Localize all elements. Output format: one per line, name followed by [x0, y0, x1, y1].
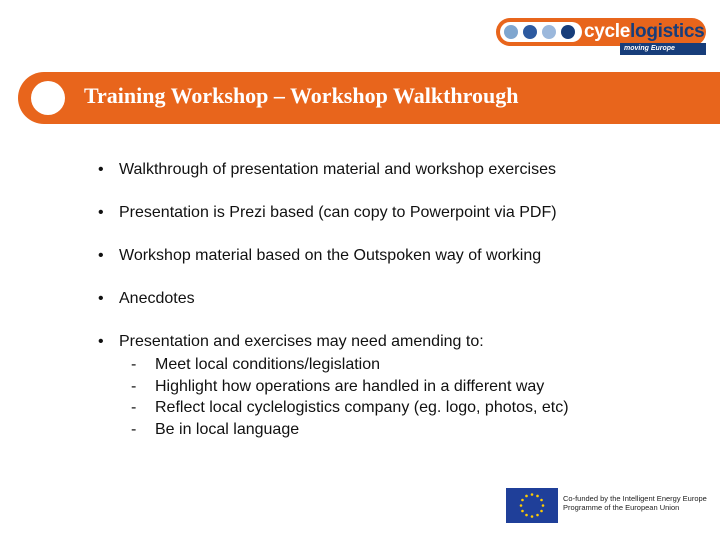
eu-star [531, 493, 534, 496]
eu-flag-icon [506, 488, 558, 523]
eu-funding-note [563, 494, 713, 512]
logo-word-prefix: cycle [584, 21, 631, 42]
logo-dot [523, 25, 537, 39]
eu-star [542, 504, 545, 507]
eu-star [520, 504, 523, 507]
eu-star [521, 510, 524, 513]
logo-tagline: moving Europe forward [620, 43, 706, 55]
logo-dot [561, 25, 575, 39]
title-bar [18, 72, 720, 124]
eu-funding-line1: Co-funded by the Intelligent Energy Europe [563, 494, 707, 503]
logo-wordmark [584, 21, 704, 43]
sub-bullet-item: - Highlight how operations are handled in a different way [119, 376, 698, 398]
cyclelogistics-logo [496, 18, 706, 64]
bullet-item [98, 289, 698, 309]
sub-bullet-item: - Reflect local cyclelogistics company (eg. logo, photos, etc) [119, 397, 698, 419]
sub-bullet-item: - Meet local conditions/legislation [119, 354, 698, 376]
bullet-item [98, 160, 698, 180]
bullet-text: Anecdotes [119, 290, 195, 307]
bullet-text: Walkthrough of presentation material and workshop exercises [119, 161, 556, 178]
eu-funding-line2: Programme of the European Union [563, 503, 680, 512]
eu-star [531, 515, 534, 518]
bullet-item [98, 246, 698, 266]
bullet-text: Presentation is Prezi based (can copy to Powerpoint via PDF) [119, 204, 557, 221]
eu-star [525, 495, 528, 498]
title-circle [31, 81, 65, 115]
bullet-text: Presentation and exercises may need amending to: [119, 333, 484, 350]
bullet-list [98, 160, 698, 463]
logo-word-accent: logistics [630, 21, 705, 42]
eu-star [540, 499, 543, 502]
sub-bullet-list [119, 354, 698, 440]
logo-dots [500, 22, 582, 42]
eu-star [536, 514, 539, 517]
eu-star [525, 514, 528, 517]
eu-star [536, 495, 539, 498]
bullet-text: Workshop material based on the Outspoken way of working [119, 247, 542, 264]
bullet-item [98, 332, 698, 440]
slide-title: Training Workshop – Workshop Walkthrough [84, 83, 519, 108]
sub-bullet-item: - Be in local language [119, 419, 698, 441]
eu-star [521, 499, 524, 502]
bullet-item [98, 203, 698, 223]
eu-star [540, 510, 543, 513]
logo-dot [504, 25, 518, 39]
logo-pill [496, 18, 706, 46]
logo-dot [542, 25, 556, 39]
